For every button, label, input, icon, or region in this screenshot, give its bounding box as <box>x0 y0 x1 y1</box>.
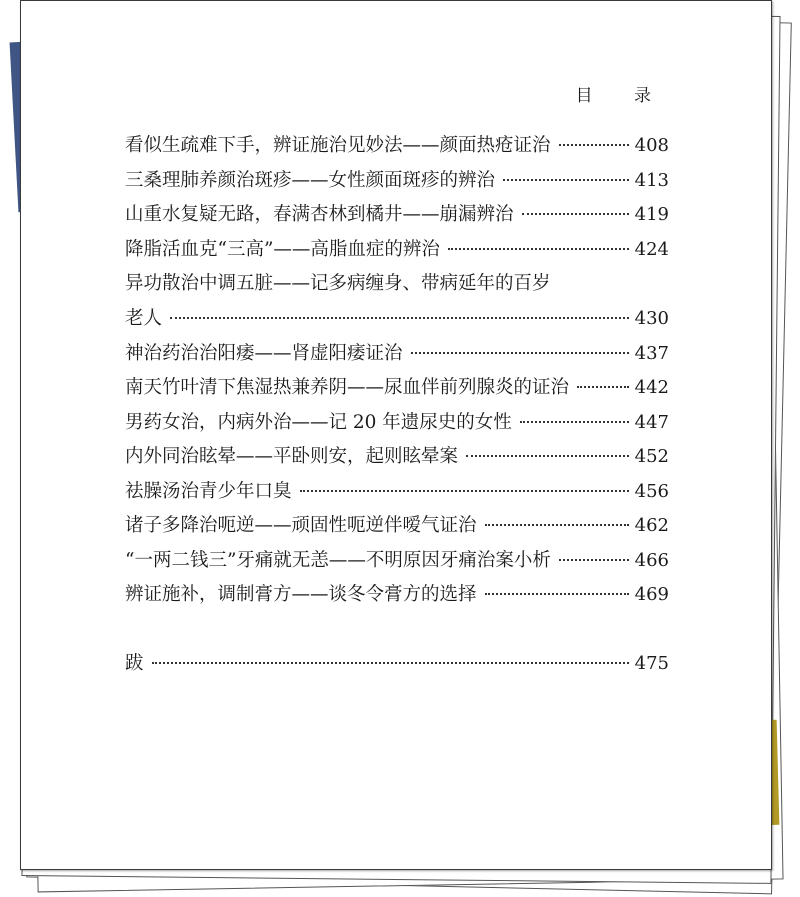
dot-leader <box>300 490 629 492</box>
toc-entry-title: “一两二钱三”牙痛就无恙——不明原因牙痛治案小析 <box>125 549 551 571</box>
dot-leader <box>485 593 629 595</box>
toc-entry[interactable] <box>125 477 669 512</box>
toc-entry[interactable] <box>125 511 669 546</box>
toc-entry-page: 447 <box>634 411 669 433</box>
toc-entry-page: 452 <box>634 446 669 467</box>
toc-entry-wrapped-line[interactable] <box>125 269 669 304</box>
toc-entry-page: 466 <box>634 549 669 571</box>
dot-leader <box>170 317 629 319</box>
dot-leader <box>448 248 629 250</box>
toc-entry[interactable] <box>125 200 669 235</box>
toc-entry-page: 437 <box>634 342 669 364</box>
table-of-contents <box>125 131 669 683</box>
toc-entry[interactable] <box>125 235 669 270</box>
toc-entry-page: 462 <box>634 515 669 536</box>
toc-entry[interactable] <box>125 131 669 166</box>
toc-entry[interactable] <box>125 339 669 374</box>
toc-entry[interactable] <box>125 442 669 477</box>
toc-entry-title: 祛臊汤治青少年口臭 <box>125 480 292 502</box>
toc-entry-title: 内外同治眩晕——平卧则安，起则眩晕案 <box>125 446 459 467</box>
toc-entry[interactable] <box>125 546 669 581</box>
toc-entry-title: 诸子多降治呃逆——顽固性呃逆伴嗳气证治 <box>125 515 477 536</box>
section-gap <box>125 615 669 649</box>
toc-entry[interactable] <box>125 373 669 408</box>
toc-entry-page: 408 <box>634 135 669 156</box>
toc-entry-page: 424 <box>634 238 669 260</box>
toc-entry-title: 看似生疏难下手，辨证施治见妙法——颜面热疮证治 <box>125 135 551 156</box>
toc-entry-title: 降脂活血克“三高”——高脂血症的辨治 <box>125 238 440 260</box>
toc-entry-page: 456 <box>634 480 669 502</box>
toc-page <box>20 0 772 870</box>
toc-entry-title: 男药女治，内病外治——记 20 年遗尿史的女性 <box>125 411 512 433</box>
dot-leader <box>485 524 629 526</box>
toc-entry-title-continued: 老人 <box>125 308 163 329</box>
toc-entry-page: 442 <box>634 377 669 398</box>
toc-entry-title: 异功散治中调五脏——记多病缠身、带病延年的百岁 <box>125 273 551 294</box>
dot-leader <box>559 144 629 146</box>
dot-leader <box>152 662 629 664</box>
toc-entry-title: 山重水复疑无路，春满杏林到橘井——崩漏辨治 <box>125 204 514 225</box>
toc-entry-page: 475 <box>634 652 669 674</box>
toc-entry-page: 413 <box>634 169 669 191</box>
dot-leader <box>520 421 629 423</box>
dot-leader <box>503 179 629 181</box>
toc-entry-page: 419 <box>634 204 669 225</box>
toc-entry-title: 跋 <box>125 652 144 674</box>
dot-leader <box>411 352 629 354</box>
toc-entry[interactable] <box>125 304 669 339</box>
toc-entry[interactable] <box>125 580 669 615</box>
toc-entry-title: 辨证施补，调制膏方——谈冬令膏方的选择 <box>125 584 477 605</box>
toc-entry-page: 430 <box>634 308 669 329</box>
toc-entry-title: 三桑理肺养颜治斑疹——女性颜面斑疹的辨治 <box>125 169 496 191</box>
toc-entry-title: 南天竹叶清下焦湿热兼养阴——尿血伴前列腺炎的证治 <box>125 377 570 398</box>
dot-leader <box>466 455 629 457</box>
dot-leader <box>577 386 629 388</box>
dot-leader <box>522 213 629 215</box>
toc-entry-afterword[interactable] <box>125 649 669 684</box>
dot-leader <box>559 559 629 561</box>
running-head: 目 录 <box>575 86 669 106</box>
toc-entry-page: 469 <box>634 584 669 605</box>
toc-entry[interactable] <box>125 166 669 201</box>
toc-entry[interactable] <box>125 408 669 443</box>
toc-entry-title: 神治药治治阳痿——肾虚阳痿证治 <box>125 342 403 364</box>
